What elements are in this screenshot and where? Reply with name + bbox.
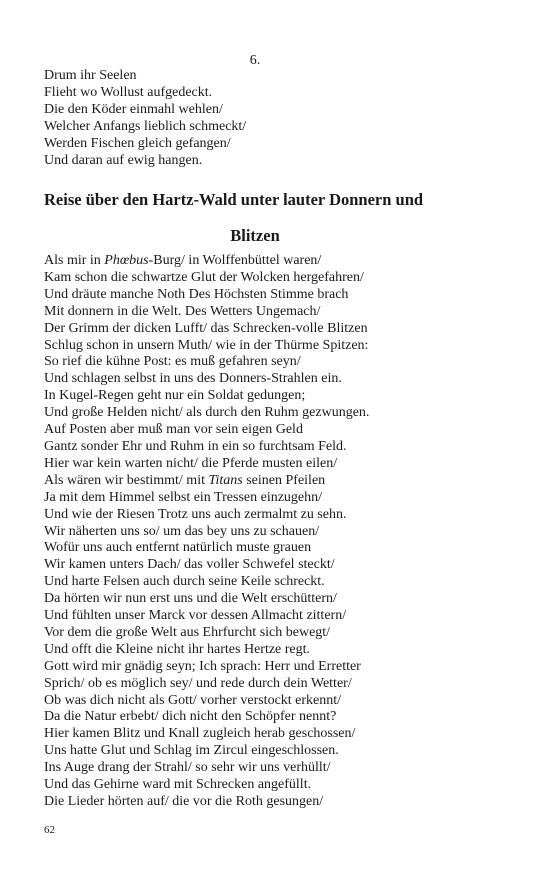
poem-line: Vor dem die große Welt aus Ehrfurcht sich bewegt/ bbox=[44, 624, 331, 640]
poem-line: In Kugel-Regen geht nur ein Soldat gedungen; bbox=[44, 388, 306, 404]
poem-line-italic: Titans bbox=[208, 472, 243, 488]
poem-line: Und das Gehirne ward mit Schrecken angefüllt. bbox=[44, 777, 312, 793]
poem-line: Gott wird mir gnädig seyn; Ich sprach: Herr und Erretter bbox=[44, 658, 361, 674]
poem-title: Reise über den Hartz-Wald unter lauter Donnern und bbox=[44, 190, 424, 209]
poem-line: Ja mit dem Himmel selbst ein Tressen einzugehn/ bbox=[44, 489, 323, 505]
poem-title-continued: Blitzen bbox=[230, 226, 280, 245]
poem-line: Sprich/ ob es möglich sey/ und rede durch dein Wetter/ bbox=[44, 675, 352, 691]
stanza-line: Drum ihr Seelen bbox=[44, 68, 137, 83]
poem-line: Hier war kein warten nicht/ die Pferde musten eilen/ bbox=[44, 455, 338, 471]
poem-line-text: seinen Pfeilen bbox=[242, 472, 326, 488]
poem-line: Mit donnern in die Welt. Des Wetters Ungemach/ bbox=[44, 303, 321, 319]
poem-line: Und fühlten unser Marck vor dessen Allmacht zittern/ bbox=[44, 608, 347, 624]
poem-line: Und offt die Kleine nicht ihr hartes Hertze regt. bbox=[44, 641, 311, 657]
stanza-line: Die den Köder einmahl wehlen/ bbox=[44, 102, 223, 117]
poem-line: Und harte Felsen auch durch seine Keile schreckt. bbox=[44, 574, 325, 590]
poem-line: So rief die kühne Post: es muß gefahren seyn/ bbox=[44, 354, 301, 370]
poem-line-text: Als wären wir bestimmt/ mit bbox=[44, 472, 209, 488]
poem-line bbox=[44, 473, 369, 490]
poem-line: Wir kamen unters Dach/ das voller Schwefel steckt/ bbox=[44, 557, 335, 573]
poem-line: Und wie der Riesen Trotz uns auch zermalmt zu sehn. bbox=[44, 506, 347, 522]
poem-line-text: -Burg/ in Wolffenbüttel waren/ bbox=[148, 253, 322, 268]
poem-line-text: Als mir in bbox=[44, 253, 105, 268]
poem-line: Da hörten wir nun erst uns und die Welt erschüttern/ bbox=[44, 591, 337, 607]
page-number: 62 bbox=[44, 824, 55, 836]
stanza-line: Werden Fischen gleich gefangen/ bbox=[44, 136, 231, 151]
poem-line-italic: Phœbus bbox=[104, 253, 149, 268]
poem-line: Da die Natur erbebt/ dich nicht den Schöpfer nennt? bbox=[44, 709, 337, 725]
poem-line: Ob was dich nicht als Gott/ vorher verstockt erkennt/ bbox=[44, 692, 342, 708]
poem-line: Ins Auge drang der Strahl/ so sehr wir uns verhüllt/ bbox=[44, 760, 331, 776]
poem-line: Kam schon die schwartze Glut der Wolcken hergefahren/ bbox=[44, 269, 364, 285]
stanza-line: Und daran auf ewig hangen. bbox=[44, 153, 203, 168]
poem-line: Gantz sonder Ehr und Ruhm in ein so furchtsam Feld. bbox=[44, 438, 347, 454]
stanza-line: Flieht wo Wollust aufgedeckt. bbox=[44, 85, 213, 100]
poem-line: Und schlagen selbst in uns des Donners-Strahlen ein. bbox=[44, 371, 342, 387]
poem-line: Und große Helden nicht/ als durch den Ruhm gezwungen. bbox=[44, 405, 370, 421]
poem-line: Auf Posten aber muß man vor sein eigen Geld bbox=[44, 422, 303, 438]
poem-body bbox=[44, 253, 369, 811]
poem-line: Uns hatte Glut und Schlag im Zircul eingeschlossen. bbox=[44, 743, 339, 759]
poem-line: Die Lieder hörten auf/ die vor die Roth gesungen/ bbox=[44, 794, 324, 809]
poem-line: Hier kamen Blitz und Knall zugleich herab geschossen/ bbox=[44, 726, 356, 742]
stanza-block bbox=[44, 67, 246, 169]
stanza-number: 6. bbox=[249, 53, 261, 68]
poem-line: Der Grimm der dicken Lufft/ das Schrecken-volle Blitzen bbox=[44, 320, 368, 336]
poem-line: Schlug schon in unsern Muth/ wie in der Thürme Spitzen: bbox=[44, 337, 369, 353]
poem-line bbox=[44, 253, 369, 270]
poem-line: Wofür uns auch entfernt natürlich muste grauen bbox=[44, 540, 312, 556]
poem-line: Wir näherten uns so/ um das bey uns zu schauen/ bbox=[44, 523, 320, 539]
poem-line: Und dräute manche Noth Des Höchsten Stimme brach bbox=[44, 286, 349, 302]
stanza-line: Welcher Anfangs lieblich schmeckt/ bbox=[44, 119, 247, 134]
